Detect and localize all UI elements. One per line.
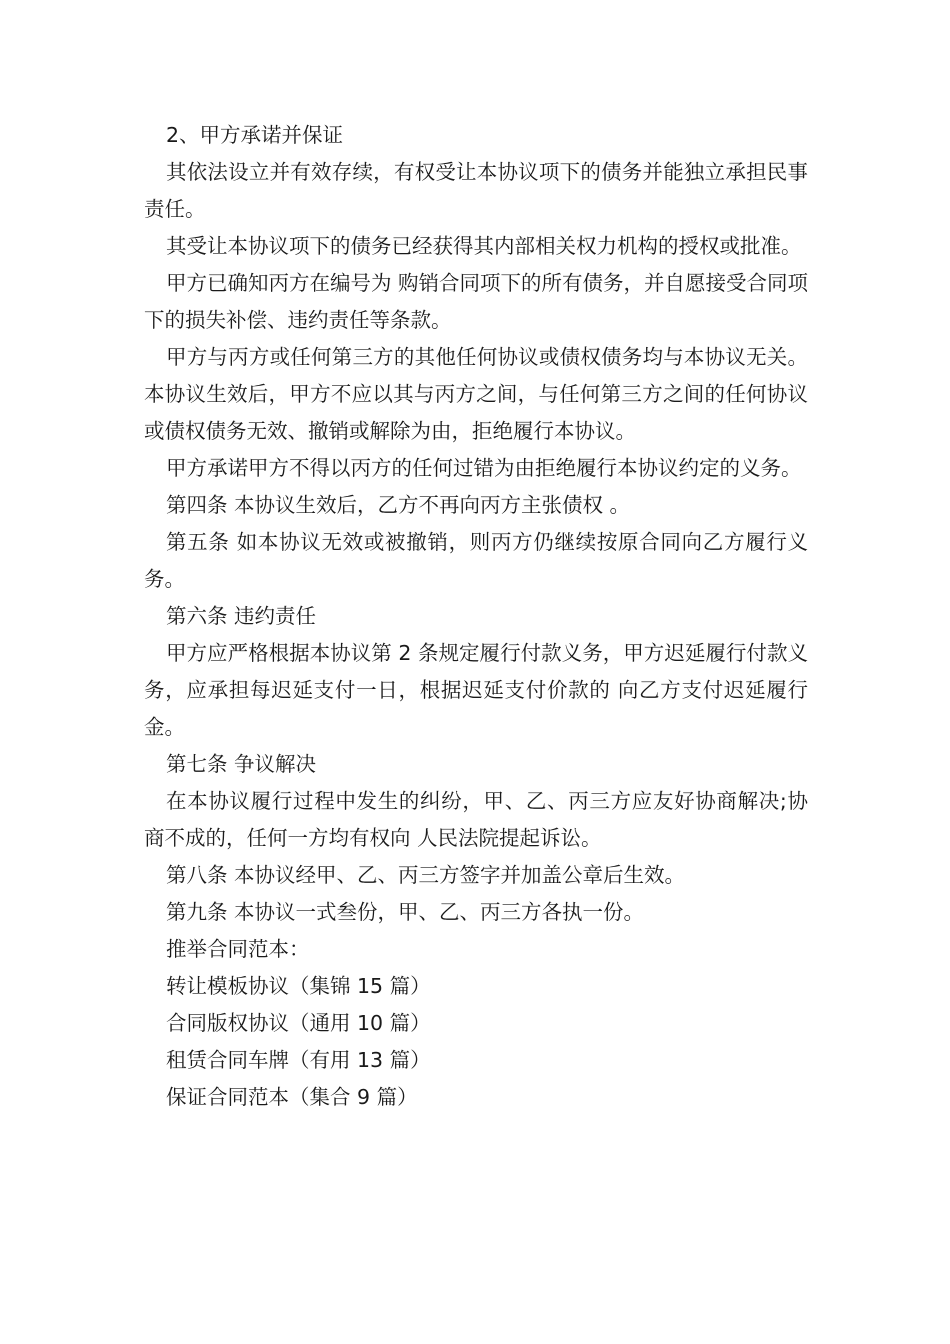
article-6-heading: 第六条 违约责任 — [166, 604, 317, 628]
article-9: 第九条 本协议一式叁份，甲、乙、丙三方各执一份。 — [166, 900, 645, 924]
article-7-body: 在本协议履行过程中发生的纠纷，甲、乙、丙三方应友好协商解决;协商不成的，任何一方均有权向 人民法院提起诉讼。 — [144, 789, 808, 850]
paragraph-acknowledgement: 甲方已确知丙方在编号为 购销合同项下的所有债务，并自愿接受合同项下的损失补偿、违约责任等条款。 — [144, 271, 809, 332]
article-7-heading: 第七条 争议解决 — [166, 752, 317, 776]
paragraph-legal-existence: 其依法设立并有效存续，有权受让本协议项下的债务并能独立承担民事责任。 — [144, 160, 808, 221]
recommended-template-item: 合同版权协议（通用 10 篇） — [166, 1011, 431, 1035]
recommended-templates-heading: 推举合同范本： — [166, 937, 310, 961]
article-6-body: 甲方应严格根据本协议第 2 条规定履行付款义务，甲方迟延履行付款义务，应承担每迟延支付一日，根据迟延支付价款的 向乙方支付迟延履行金。 — [144, 641, 808, 739]
clause-heading-guarantee: 2、甲方承诺并保证 — [166, 123, 344, 147]
recommended-template-item: 转让模板协议（集锦 15 篇） — [166, 974, 431, 998]
article-4: 第四条 本协议生效后，乙方不再向丙方主张债权 。 — [166, 493, 631, 517]
paragraph-no-fault-excuse: 甲方承诺甲方不得以丙方的任何过错为由拒绝履行本协议约定的义务。 — [166, 456, 802, 480]
recommended-template-item: 租赁合同车牌（有用 13 篇） — [166, 1048, 431, 1072]
recommended-template-item: 保证合同范本（集合 9 篇） — [166, 1085, 418, 1109]
paragraph-independence: 甲方与丙方或任何第三方的其他任何协议或债权债务均与本协议无关。本协议生效后，甲方不应以其与丙方之间，与任何第三方之间的任何协议或债权债务无效、撤销或解除为由，拒绝履行本协议。 — [144, 345, 808, 443]
article-5: 第五条 如本协议无效或被撤销，则丙方仍继续按原合同向乙方履行义务。 — [144, 530, 808, 591]
article-8: 第八条 本协议经甲、乙、丙三方签字并加盖公章后生效。 — [166, 863, 686, 887]
document-body — [144, 117, 808, 1116]
paragraph-authorization: 其受让本协议项下的债务已经获得其内部相关权力机构的授权或批准。 — [166, 234, 802, 258]
